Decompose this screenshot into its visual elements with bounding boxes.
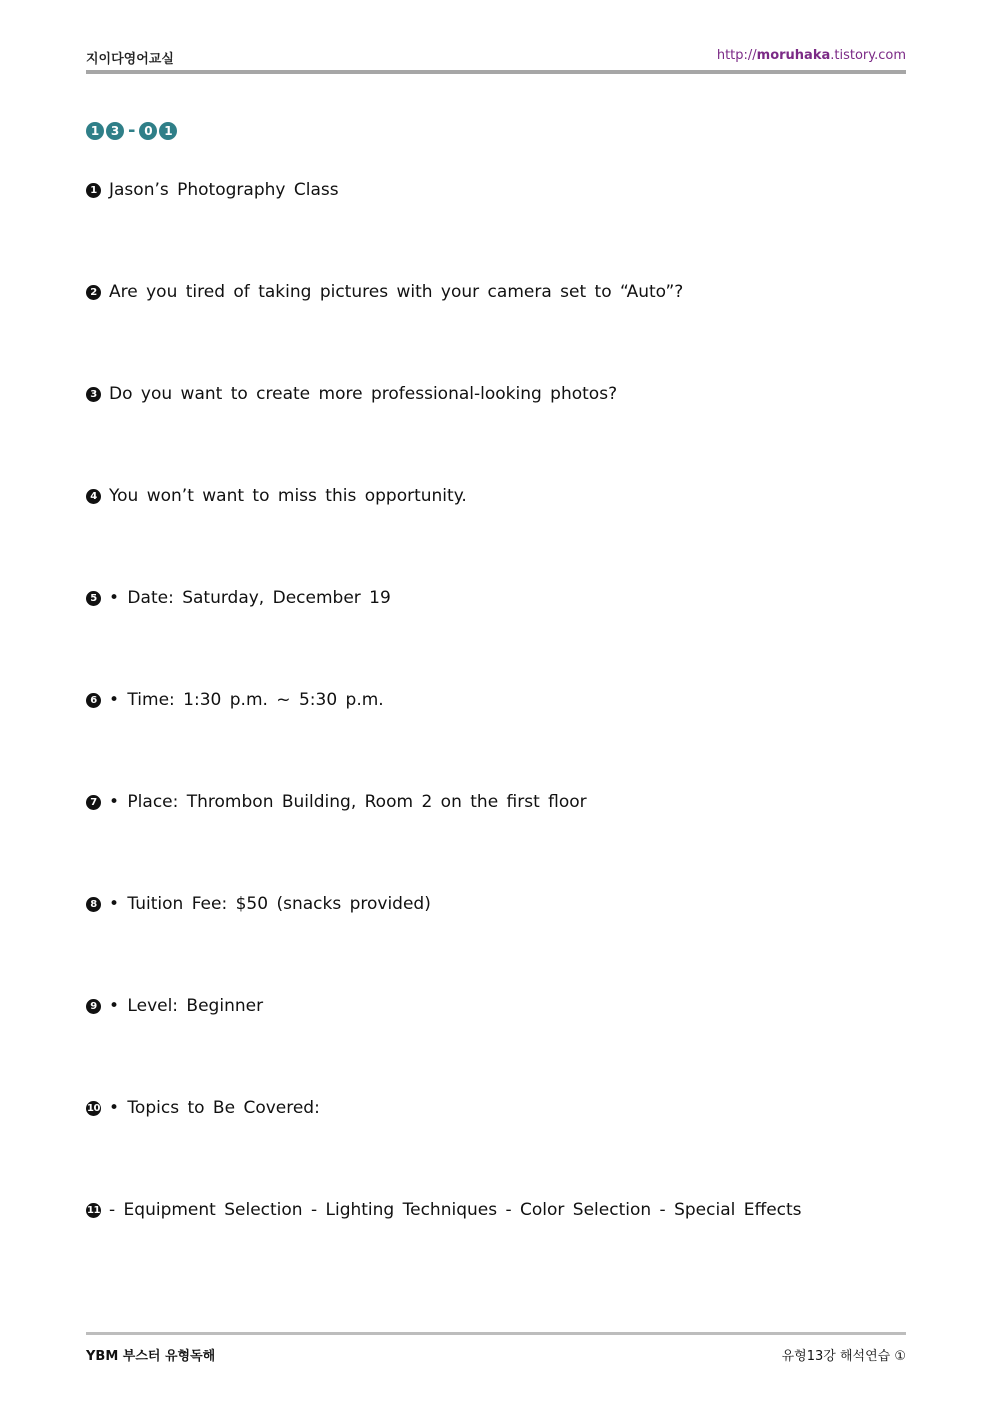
sentence-line xyxy=(86,1096,320,1120)
sentence-text: • Place: Thrombon Building, Room 2 on the first floor xyxy=(109,792,587,812)
sentence-number: 7 xyxy=(86,795,101,810)
lesson-code-digit: 1 xyxy=(159,122,177,140)
sentence-line xyxy=(86,688,384,712)
sentence-number: 1 xyxy=(86,183,101,198)
sentence-text: • Level: Beginner xyxy=(109,996,264,1016)
lesson-code-digit: 0 xyxy=(139,122,157,140)
lesson-code-digit: 1 xyxy=(86,122,104,140)
sentence-line xyxy=(86,484,467,508)
sentence-line xyxy=(86,892,431,916)
sentence-number: 2 xyxy=(86,285,101,300)
header-divider xyxy=(86,70,906,74)
url-suffix: .tistory.com xyxy=(830,48,906,63)
sentence-number: 3 xyxy=(86,387,101,402)
sentence-number: 6 xyxy=(86,693,101,708)
url-bold: moruhaka xyxy=(756,48,831,63)
site-title: 지이다영어교실 xyxy=(86,52,174,67)
sentence-text: • Topics to Be Covered: xyxy=(109,1098,320,1118)
sentence-number: 9 xyxy=(86,999,101,1014)
sentence-line xyxy=(86,178,339,202)
sentence-number: 8 xyxy=(86,897,101,912)
sentence-line xyxy=(86,790,587,814)
footer-divider xyxy=(86,1332,906,1335)
sentence-number: 5 xyxy=(86,591,101,606)
site-url[interactable] xyxy=(717,48,906,63)
sentence-number: 10 xyxy=(87,1102,100,1114)
sentence-line xyxy=(86,1198,802,1222)
sentence-line xyxy=(86,280,683,304)
sentence-number: 11 xyxy=(87,1204,100,1216)
url-prefix: http:// xyxy=(716,48,757,63)
sentence-line xyxy=(86,994,263,1018)
footer-lesson-label: 유형13강 해석연습 ① xyxy=(781,1349,906,1364)
sentence-line xyxy=(86,586,391,610)
sentence-text: - Equipment Selection - Lighting Techniques - Color Selection - Special Effects xyxy=(109,1200,802,1220)
sentence-text: • Tuition Fee: $50 (snacks provided) xyxy=(109,894,431,914)
sentence-text: Are you tired of taking pictures with your camera set to “Auto”? xyxy=(109,282,684,302)
lesson-code-digit: 3 xyxy=(106,122,124,140)
lesson-code-separator: - xyxy=(128,120,136,141)
lesson-code xyxy=(86,121,177,141)
sentence-text: • Date: Saturday, December 19 xyxy=(109,588,391,608)
sentence-line xyxy=(86,382,617,406)
sentence-text: • Time: 1:30 p.m. ~ 5:30 p.m. xyxy=(109,690,384,710)
sentence-number: 4 xyxy=(86,489,101,504)
sentence-text: You won’t want to miss this opportunity. xyxy=(109,486,467,506)
sentence-text: Do you want to create more professional-looking photos? xyxy=(109,384,618,404)
footer-book-title: YBM 부스터 유형독해 xyxy=(86,1349,216,1364)
sentence-text: Jason’s Photography Class xyxy=(109,180,339,200)
